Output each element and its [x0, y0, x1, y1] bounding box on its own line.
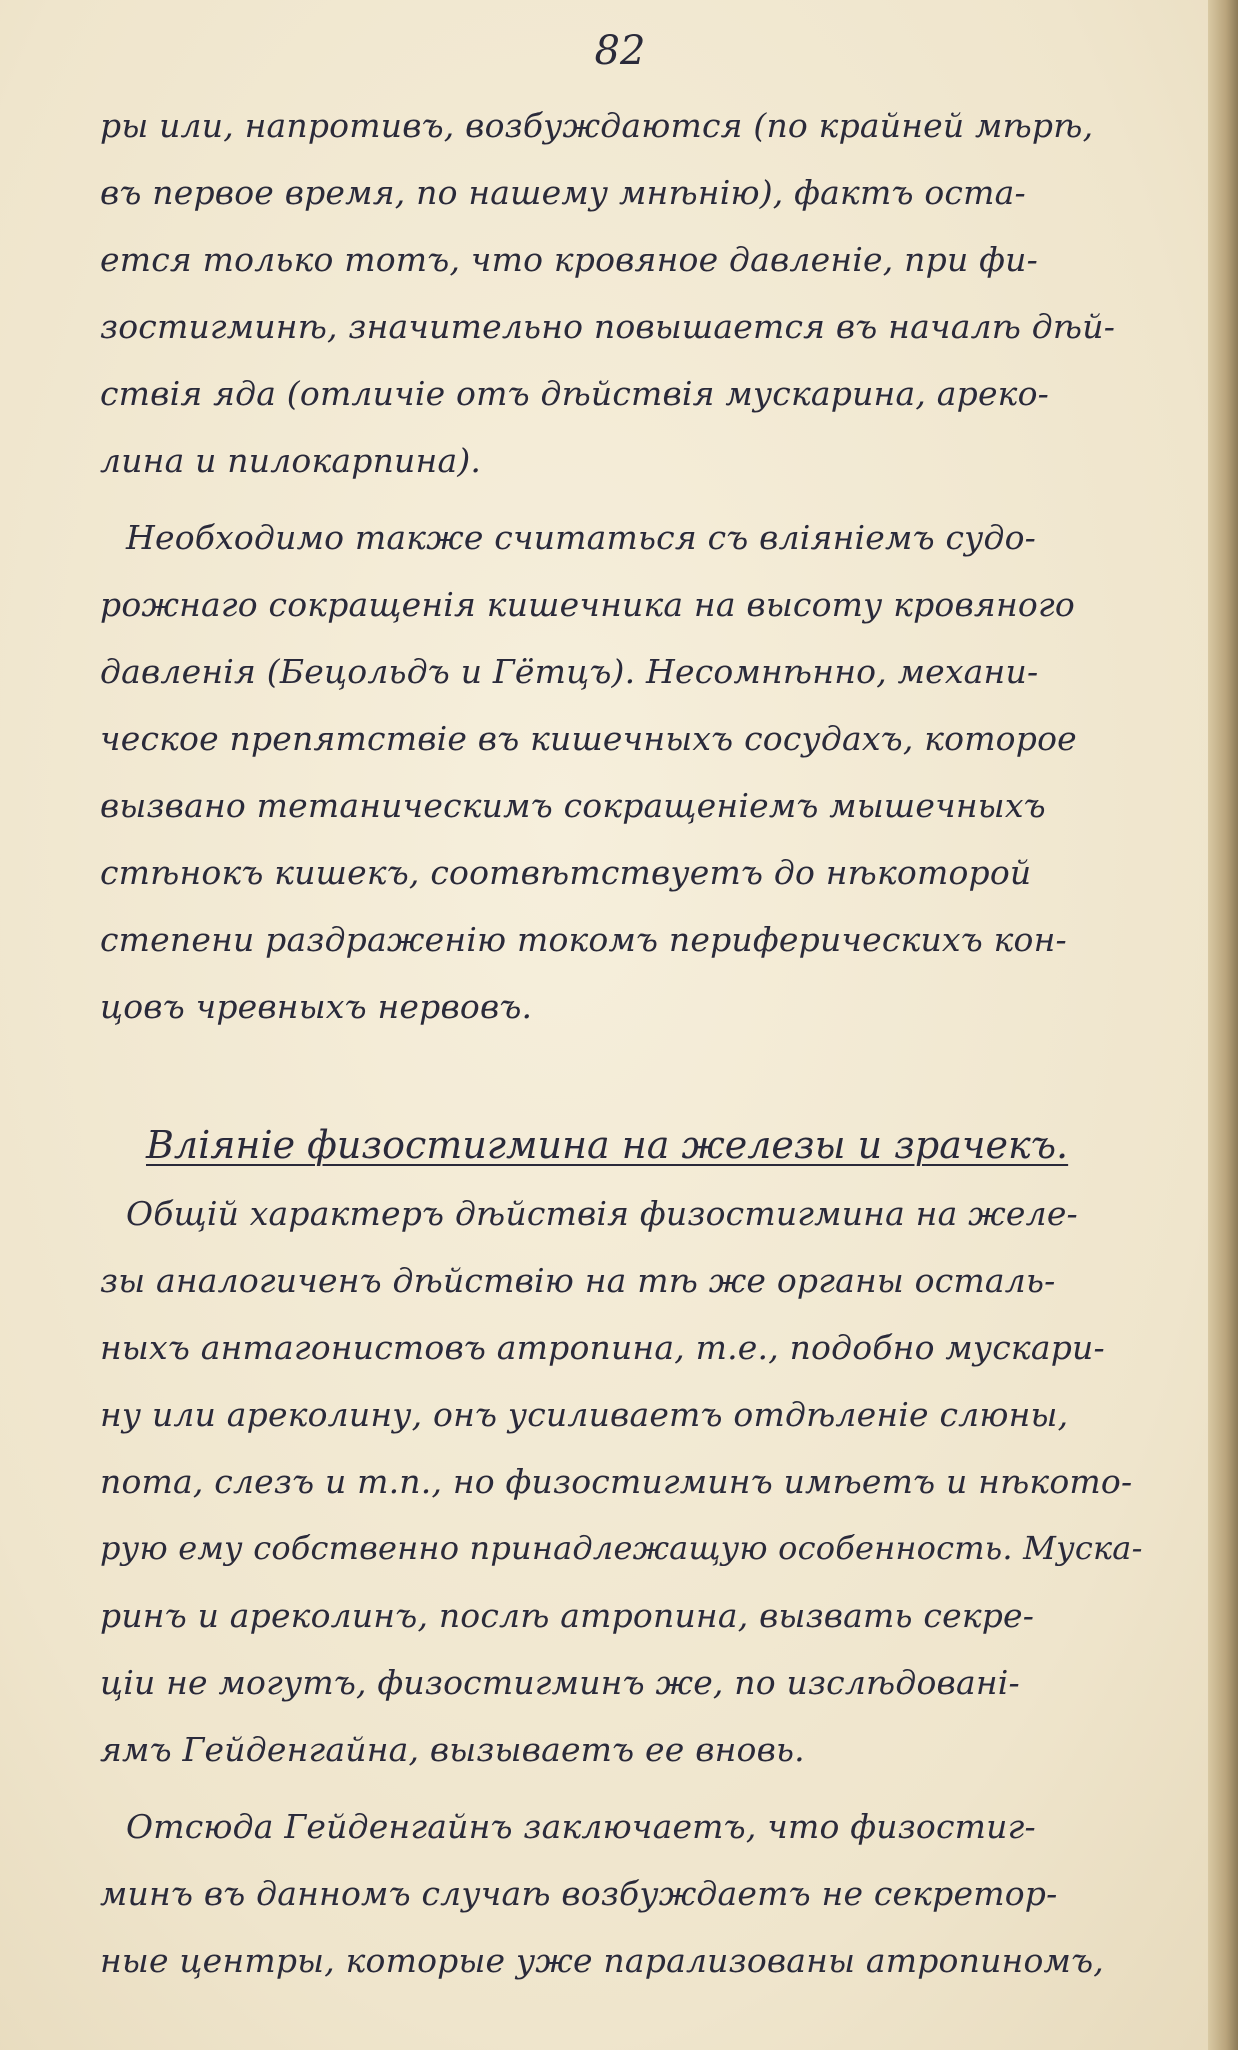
text-line: рую ему собственно принадлежащую особенность. Муска- — [100, 1529, 1143, 1567]
text-line: ныхъ антагонистовъ атропина, т.е., подобно мускари- — [100, 1328, 1105, 1367]
manuscript-body — [100, 92, 1160, 1994]
text-line: вызвано тетаническимъ сокращеніемъ мышечныхъ — [100, 786, 1046, 825]
text-line: пота, слезъ и т.п., но физостигминъ имѣетъ и нѣкото- — [100, 1462, 1133, 1501]
paragraph-heidenhain-conclusion — [100, 1793, 1160, 1994]
text-line: ные центры, которые уже парализованы атропиномъ, — [100, 1941, 1104, 1980]
text-line: зы аналогиченъ дѣйствію на тѣ же органы осталь- — [100, 1261, 1056, 1300]
text-line: ну или ареколину, онъ усиливаетъ отдѣленіе слюны, — [100, 1395, 1069, 1434]
text-line: зостигминѣ, значительно повышается въ началѣ дѣй- — [100, 307, 1116, 346]
text-line: ямъ Гейденгайна, вызываетъ ее вновь. — [100, 1730, 805, 1769]
text-line: рожнаго сокращенія кишечника на высоту кровяного — [100, 585, 1075, 624]
paragraph-continued — [100, 92, 1160, 494]
text-line: лина и пилокарпина). — [100, 441, 482, 480]
text-line: Отсюда Гейденгайнъ заключаетъ, что физостиг- — [126, 1807, 1036, 1846]
text-line: Необходимо также считаться съ вліяніемъ судо- — [126, 518, 1037, 557]
text-line: степени раздраженію токомъ периферическихъ кон- — [100, 920, 1067, 959]
book-binding-edge — [1208, 0, 1238, 2050]
text-line: Общій характеръ дѣйствія физостигмина на желе- — [126, 1194, 1078, 1233]
section-heading-text: Вліяніе физостигмина на железы и зрачекъ. — [146, 1123, 1069, 1167]
text-line: цовъ чревныхъ нервовъ. — [100, 987, 533, 1026]
text-line: ринъ и ареколинъ, послѣ атропина, вызвать секре- — [100, 1596, 1035, 1635]
section-heading — [100, 1110, 1160, 1180]
text-line: ціи не могутъ, физостигминъ же, по изслѣдовані- — [100, 1663, 1020, 1702]
text-line: ется только тотъ, что кровяное давленіе, при фи- — [100, 240, 1038, 279]
text-line: ствія яда (отличіе отъ дѣйствія мускарина, ареко- — [100, 374, 1049, 413]
text-line: минъ въ данномъ случаѣ возбуждаетъ не секретор- — [100, 1874, 1058, 1913]
page-number: 82 — [594, 28, 646, 74]
text-line: ры или, напротивъ, возбуждаются (по крайней мѣрѣ, — [100, 106, 1094, 145]
paragraph-glands — [100, 1180, 1160, 1783]
text-line: давленія (Бецольдъ и Гётцъ). Несомнѣнно, механи- — [100, 652, 1039, 691]
paragraph-blood-pressure — [100, 504, 1160, 1040]
text-line: стѣнокъ кишекъ, соотвѣтствуетъ до нѣкоторой — [100, 853, 1032, 892]
text-line: въ первое время, по нашему мнѣнію), фактъ оста- — [100, 173, 1026, 212]
text-line: ческое препятствіе въ кишечныхъ сосудахъ, которое — [100, 719, 1077, 758]
